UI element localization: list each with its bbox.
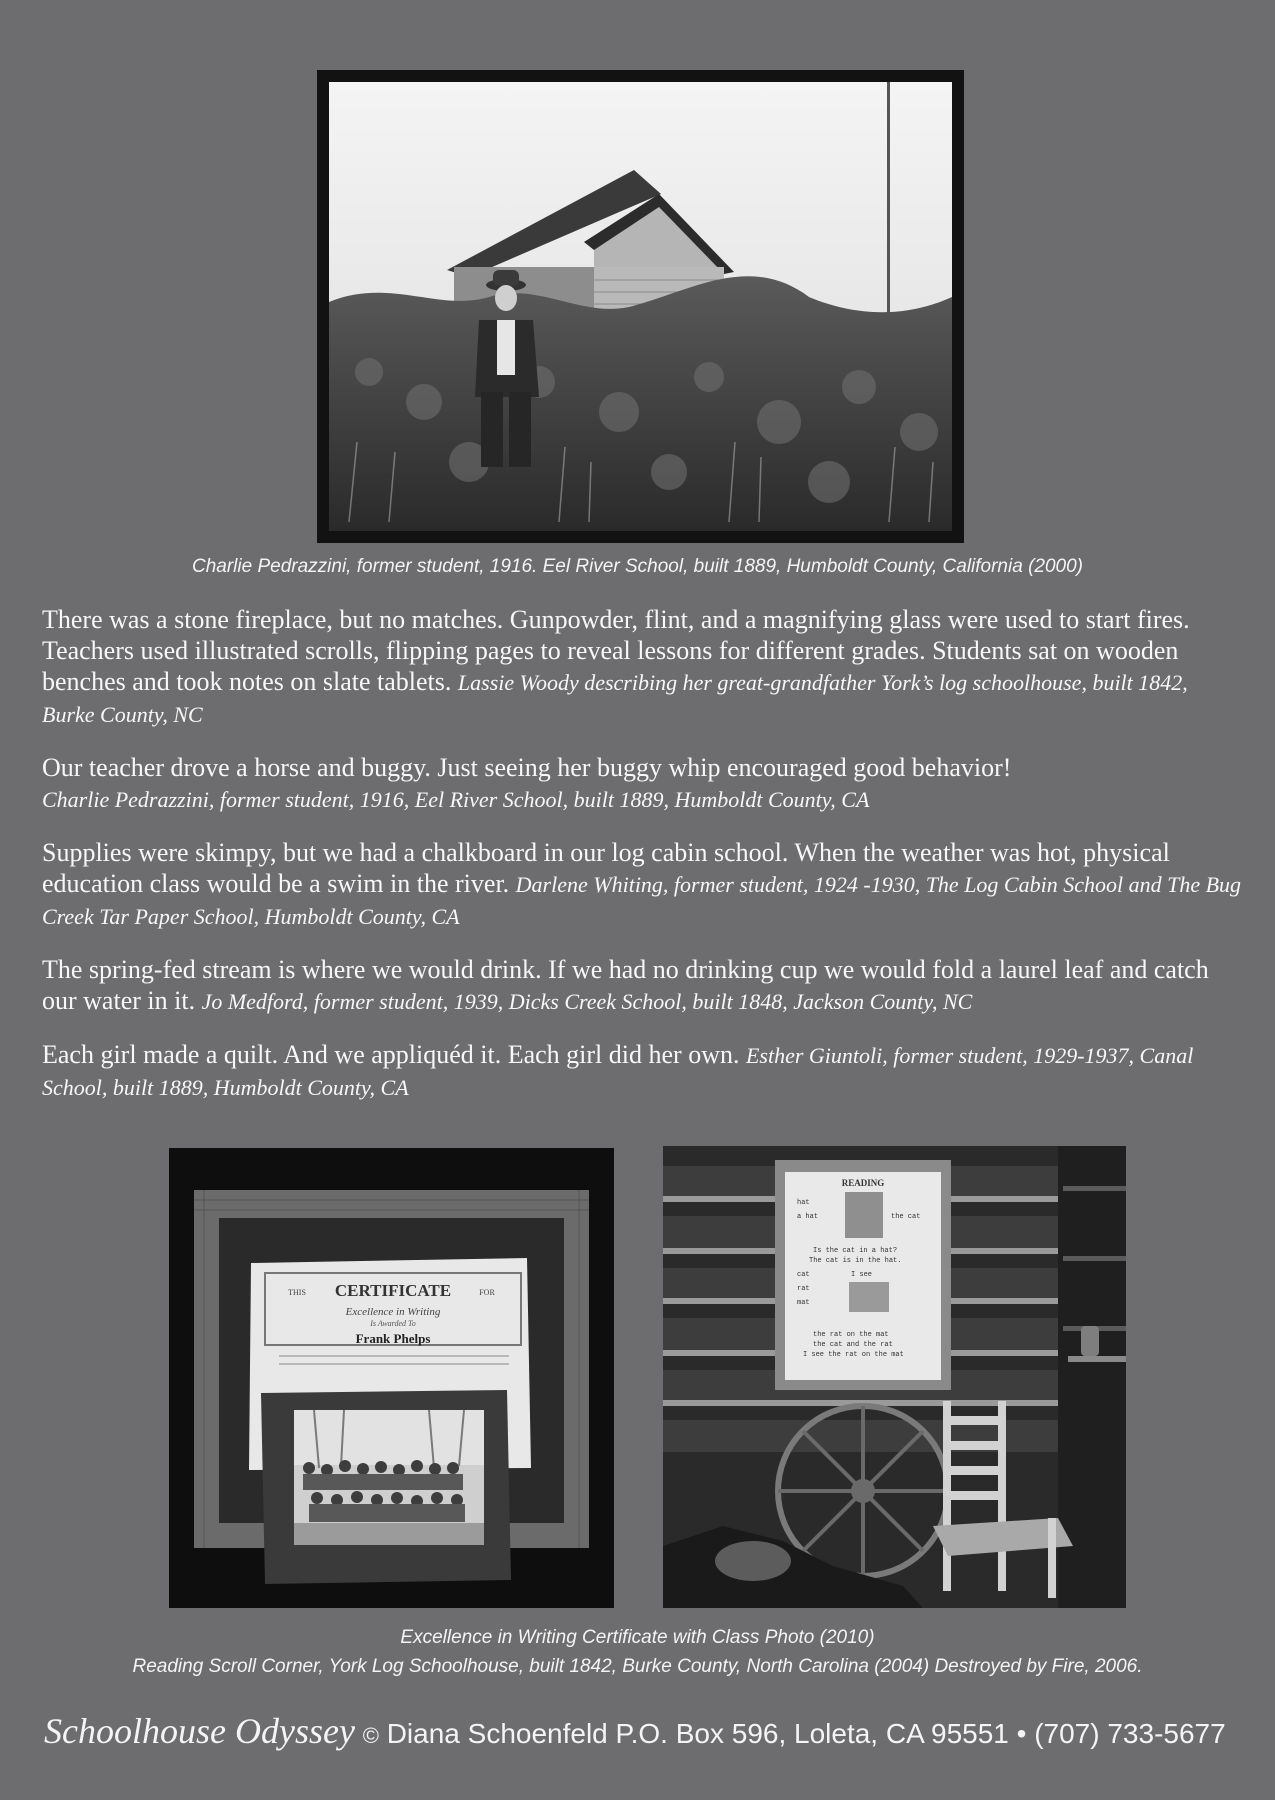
certificate-awarded: Is Awarded To <box>370 1319 416 1328</box>
schoolhouse-photo-image <box>329 82 952 531</box>
scroll-line: Is the cat in a hat? <box>813 1247 898 1255</box>
scroll-line: rat <box>797 1285 810 1293</box>
quote-text: There was a stone fireplace, but no matches. Gunpowder, flint, and a magnifying glass were used to start fires. Teachers used illustrated scrolls, flipping pages to reveal lessons for different grades. Students sat on wooden benches and took notes on slate tablets. <box>42 605 1190 696</box>
certificate-subtitle: Excellence in Writing <box>345 1306 441 1318</box>
certificate-caption: Excellence in Writing Certificate with Class Photo (2010) <box>400 1627 875 1648</box>
quote-attribution: Lassie Woody describing her great-grandfather York’s log schoolhouse, built 1842, Burke County, NC <box>42 670 1188 727</box>
certificate-photo-image <box>169 1148 614 1608</box>
quote-attribution: Jo Medford, former student, 1939, Dicks Creek School, built 1848, Jackson County, NC <box>201 989 973 1014</box>
quote-text: Supplies were skimpy, but we had a chalkboard in our log cabin school. When the weather was hot, physical education class would be a swim in the river. <box>42 838 1170 898</box>
scroll-line: cat <box>797 1271 810 1279</box>
scroll-line: The cat is in the hat. <box>809 1257 902 1265</box>
quote-horse-buggy <box>42 752 1242 815</box>
quote-text: The spring-fed stream is where we would drink. If we had no drinking cup we would fold a laurel leaf and catch our water in it. <box>42 955 1209 1015</box>
top-photo-caption: Charlie Pedrazzini, former student, 1916. Eel River School, built 1889, Humboldt County, California (2000) <box>192 556 1083 577</box>
scroll-line: a hat <box>797 1213 819 1221</box>
quote-attribution: Charlie Pedrazzini, former student, 1916, Eel River School, built 1889, Humboldt County, CA <box>42 787 870 812</box>
quote-fireplace <box>42 604 1242 730</box>
certificate-suffix: FOR <box>479 1288 495 1297</box>
scroll-line: hat <box>797 1199 810 1207</box>
certificate-prefix: THIS <box>288 1288 306 1297</box>
quote-quilt <box>42 1039 1242 1103</box>
scroll-line: the rat on the mat <box>813 1331 889 1339</box>
quotes-section <box>42 604 1242 1125</box>
scroll-line: I see <box>851 1271 873 1279</box>
certificate-name: Frank Phelps <box>355 1331 431 1346</box>
quote-chalkboard <box>42 837 1242 932</box>
certificate-heading: CERTIFICATE <box>334 1281 452 1300</box>
bottom-photos-caption <box>0 1623 1275 1681</box>
scroll-line: the cat and the rat <box>813 1341 893 1349</box>
schoolhouse-photo <box>317 70 964 543</box>
scroll-caption: Reading Scroll Corner, York Log Schoolhouse, built 1842, Burke County, North Carolina (2004) Destroyed by Fire, 2006. <box>132 1656 1143 1677</box>
scroll-title: READING <box>841 1178 885 1188</box>
footer <box>44 1710 1244 1752</box>
quote-text: Each girl made a quilt. And we appliquéd it. Each girl did her own. <box>42 1040 740 1069</box>
copyright-symbol: © <box>362 1723 379 1748</box>
quote-attribution: Esther Giuntoli, former student, 1929-1937, Canal School, built 1889, Humboldt County, CA <box>42 1043 1194 1100</box>
reading-scroll-photo <box>663 1146 1126 1608</box>
reading-scroll-photo-image <box>663 1146 1126 1608</box>
scroll-line: the cat <box>891 1213 921 1221</box>
quote-attribution: Darlene Whiting, former student, 1924 -1930, The Log Cabin School and The Bug Creek Tar Paper School, Humboldt County, CA <box>42 872 1242 929</box>
brand-name: Schoolhouse Odyssey <box>44 1711 355 1751</box>
quote-stream <box>42 954 1242 1017</box>
contact-info: Diana Schoenfeld P.O. Box 596, Loleta, CA 95551 • (707) 733-5677 <box>386 1718 1226 1749</box>
scroll-line: I see the rat on the mat <box>803 1351 904 1359</box>
scroll-line: mat <box>797 1299 810 1307</box>
quote-text: Our teacher drove a horse and buggy. Just seeing her buggy whip encouraged good behavior! <box>42 753 1012 782</box>
certificate-photo <box>169 1148 614 1608</box>
